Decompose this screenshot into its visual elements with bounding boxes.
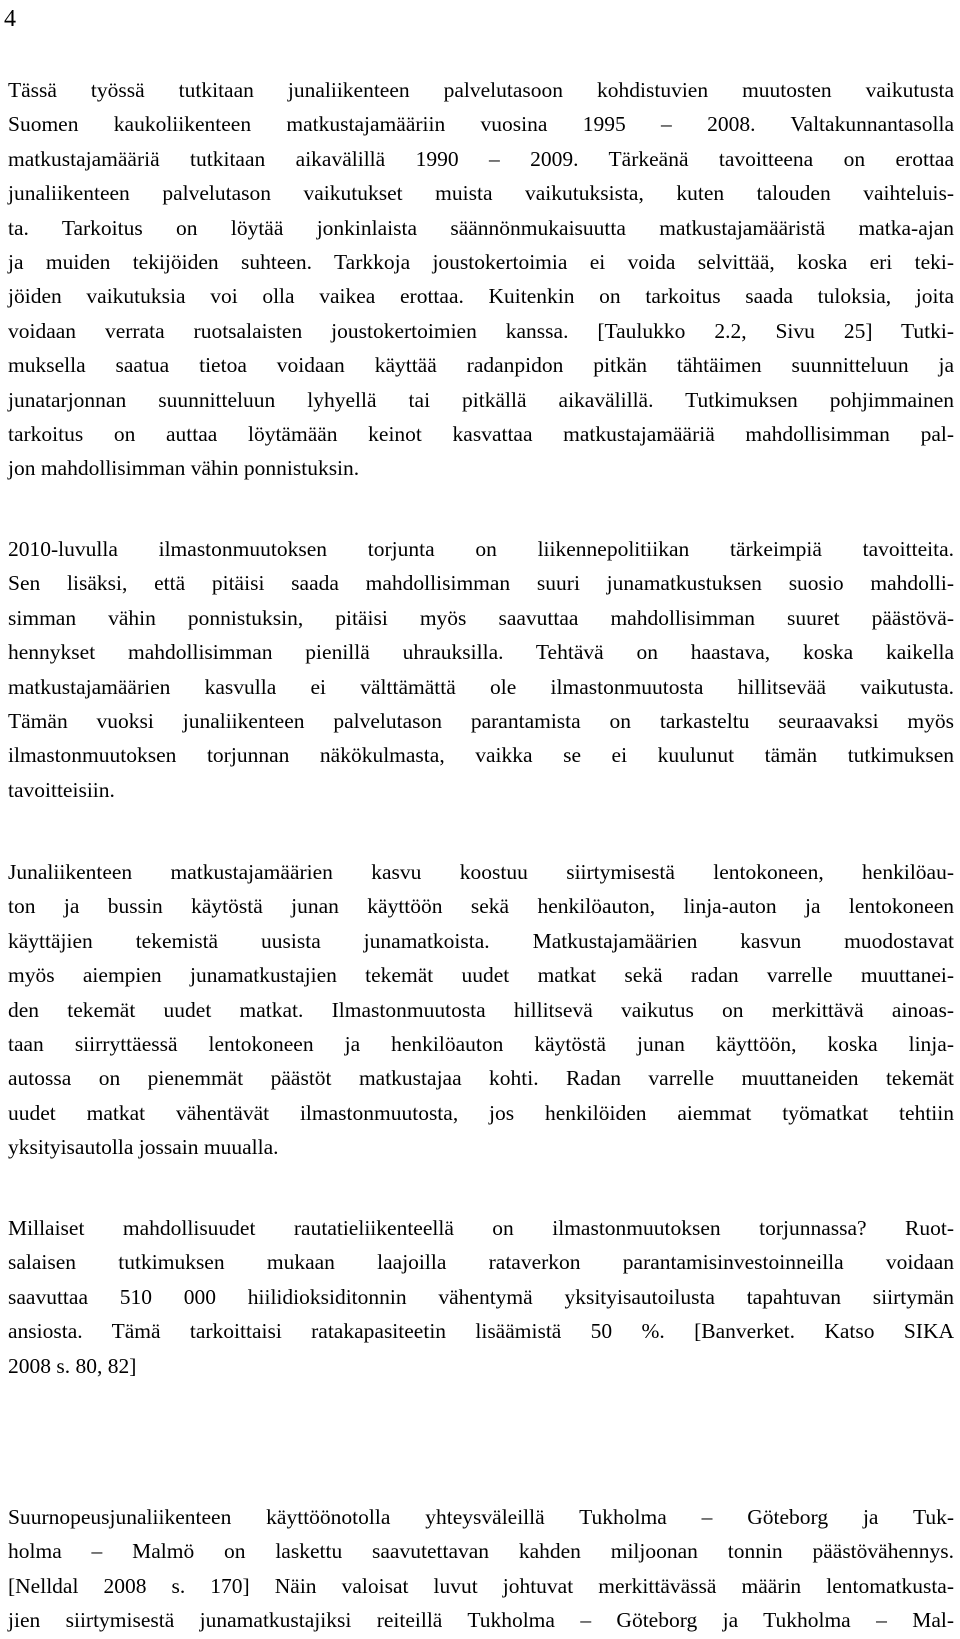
text-line: ja muiden tekijöiden suhteen. Tarkkoja joustokertoimia ei voida selvittää, koska eri teki-: [8, 250, 954, 275]
text-line: voidaan verrata ruotsalaisten joustokertoimien kanssa. [Taulukko 2.2, Sivu 25] Tutki-: [8, 318, 954, 343]
text-line: junaliikenteen palvelutason vaikutukset muista vaikutuksista, kuten talouden vaihteluis-: [8, 181, 954, 206]
text-line: Tässä työssä tutkitaan junaliikenteen palvelutasoon kohdistuvien muutosten vaikutusta: [8, 78, 954, 102]
paragraph-research-aim: [8, 73, 954, 486]
text-line: Sen lisäksi, että pitäisi saada mahdollisimman suuri junamatkustuksen suosio mahdolli-: [8, 571, 954, 596]
text-line: myös aiempien junamatkustajien tekemät uudet matkat sekä radan varrelle muuttanei-: [8, 963, 954, 988]
text-line: [Nelldal 2008 s. 170] Näin valoisat luvut johtuvat merkittävässä määrin lentomatkusta-: [8, 1573, 954, 1598]
text-line: den tekemät uudet matkat. Ilmastonmuutosta hillitsevä vaikutus on merkittävä ainoas-: [8, 997, 954, 1022]
text-line: Junaliikenteen matkustajamäärien kasvu koostuu siirtymisestä lentokoneen, henkilöau-: [8, 860, 954, 884]
text-line: ta. Tarkoitus on löytää jonkinlaista säännönmukaisuutta matkustajamääristä matka-ajan: [8, 215, 954, 240]
text-line: matkustajamääriä tutkitaan aikavälillä 1990 – 2009. Tärkeänä tavoitteena on erottaa: [8, 146, 954, 171]
text-line: simman vähin ponnistuksin, pitäisi myös saavuttaa mahdollisimman suuret päästövä-: [8, 605, 954, 630]
text-line: matkustajamäärien kasvulla ei välttämättä ole ilmastonmuutosta hillitsevää vaikutusta.: [8, 674, 954, 699]
text-line: autossa on pienemmät päästöt matkustajaa kohti. Radan varrelle muuttaneiden tekemät: [8, 1066, 954, 1091]
text-line: Suurnopeusjunaliikenteen käyttöönotolla yhteysväleillä Tukholma – Göteborg ja Tuk-: [8, 1505, 954, 1529]
text-line: 2010-luvulla ilmastonmuutoksen torjunta on liikennepolitiikan tärkeimpiä tavoitteita.: [8, 537, 954, 561]
text-line: ton ja bussin käytöstä junan käyttöön sekä henkilöauton, linja-auton ja lentokoneen: [8, 894, 954, 919]
text-line: tarkoitus on auttaa löytämään keinot kasvattaa matkustajamääriä mahdollisimman pal-: [8, 422, 954, 447]
text-line: junatarjonnan suunnitteluun lyhyellä tai pitkällä aikavälillä. Tutkimuksen pohjimmainen: [8, 387, 954, 412]
text-line: jöiden vaikutuksia voi olla vaikea erottaa. Kuitenkin on tarkoitus saada tuloksia, joita: [8, 284, 954, 309]
text-line: Tämän vuoksi junaliikenteen palvelutason parantamista on tarkasteltu seuraavaksi myös: [8, 709, 954, 734]
text-line: muksella saatua tietoa voidaan käyttää radanpidon pitkän tähtäimen suunnitteluun ja: [8, 353, 954, 378]
paragraph-rail-potential: [8, 1211, 954, 1383]
text-line: yksityisautolla jossain muualla.: [8, 1135, 279, 1160]
text-line: Millaiset mahdollisuudet rautatieliikenteellä on ilmastonmuutoksen torjunnassa? Ruot-: [8, 1216, 954, 1240]
text-line: käyttäjien tekemistä uusista junamatkoista. Matkustajamäärien kasvun muodostavat: [8, 928, 954, 953]
paragraph-climate-change: [8, 532, 954, 807]
text-line: holma – Malmö on laskettu saavutettavan kahden miljoonan tonnin päästövähennys.: [8, 1539, 954, 1564]
text-line: uudet matkat vähentävät ilmastonmuutosta, jos henkilöiden aiemmat työmatkat tehtiin: [8, 1100, 954, 1125]
text-line: ansiosta. Tämä tarkoittaisi ratakapasiteetin lisäämistä 50 %. [Banverket. Katso SIKA: [8, 1319, 954, 1344]
text-line: jien siirtymisestä junamatkustajiksi reiteillä Tukholma – Göteborg ja Tukholma – Mal-: [8, 1608, 954, 1633]
text-line: taan siirryttäessä lentokoneen ja henkilöauton käytöstä junan käyttöön, koska linja-: [8, 1032, 954, 1057]
text-line: 2008 s. 80, 82]: [8, 1353, 137, 1378]
text-line: tavoitteisiin.: [8, 777, 115, 802]
text-line: hennykset mahdollisimman pienillä uhrauksilla. Tehtävä on haastava, koska kaikella: [8, 640, 954, 665]
text-line: Suomen kaukoliikenteen matkustajamääriin vuosina 1995 – 2008. Valtakunnantasolla: [8, 112, 954, 137]
text-line: ilmastonmuutoksen torjunnan näkökulmasta, vaikka se ei kuulunut tämän tutkimuksen: [8, 743, 954, 768]
text-line: saavuttaa 510 000 hiilidioksiditonnin vähentymä yksityisautoilusta tapahtuvan siirtymän: [8, 1284, 954, 1309]
text-line: salaisen tutkimuksen mukaan laajoilla rataverkon parantamisinvestoinneilla voidaan: [8, 1250, 954, 1275]
text-line: jon mahdollisimman vähin ponnistuksin.: [8, 456, 360, 481]
paragraph-high-speed-rail: [8, 1500, 954, 1638]
paragraph-passenger-growth: [8, 855, 954, 1165]
page-number: 4: [4, 6, 16, 32]
